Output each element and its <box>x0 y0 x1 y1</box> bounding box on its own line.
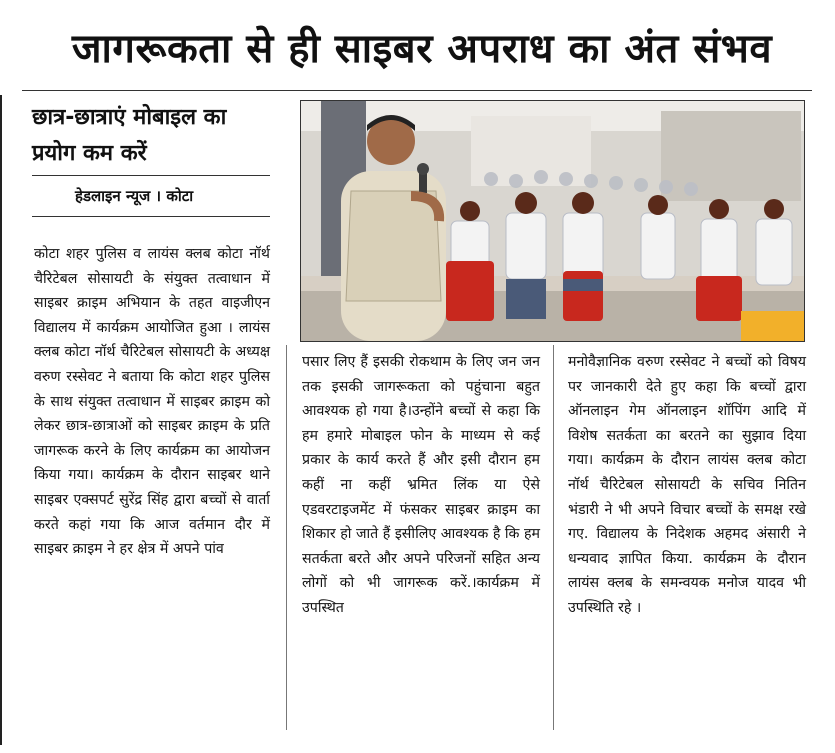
byline: हेडलाइन न्यूज । कोटा <box>75 187 194 205</box>
article-column-2 <box>302 350 540 621</box>
classroom-photo-illustration <box>301 101 804 341</box>
subheadline-line-2: प्रयोग कम करें <box>32 141 147 166</box>
byline-bottom-rule <box>32 216 270 217</box>
column-divider-1 <box>286 345 287 730</box>
subheadline-line-1: छात्र-छात्राएं मोबाइल का <box>32 105 227 130</box>
headline: जागरूकता से ही साइबर अपराध का अंत संभव <box>71 26 773 72</box>
article-column-1-text: कोटा शहर पुलिस व लायंस क्लब कोटा नॉर्थ चैरिटेबल सोसायटी के संयुक्त तत्वाधान में साइबर क्राइम अभियान के तहत वाइजीएन विद्यालय में कार्यक्रम आयोजित हुआ । लायंस क्लब कोटा नॉर्थ चैरिटेबल सोसायटी के अध्यक्ष वरुण रस्सेवट ने बताया कि कोटा शहर पुलिस के साथ संयुक्त तत्वाधान में साइबर क्राइम को लेकर छात्र-छात्राओं को साइबर क्राइम के प्रति जागरूक करने के लिए कार्यक्रम का आयोजन किया गया। कार्यक्रम के दौरान साइबर थाने साइबर एक्सपर्ट सुरेंद्र सिंह द्वारा बच्चों से वार्ता करते कहां गया कि आज वर्तमान दौर में साइबर क्राइम ने हर क्षेत्र में अपने पांव <box>34 246 270 558</box>
subheadline <box>32 100 272 172</box>
article-column-1 <box>34 242 270 562</box>
byline-top-rule <box>32 175 270 176</box>
column-divider-2 <box>553 345 554 730</box>
headline-rule <box>22 90 812 91</box>
article-column-3-text: मनोवैज्ञानिक वरुण रस्सेवट ने बच्चों को विषय पर जानकारी देते हुए कहा कि बच्चों द्वारा ऑनलाइन गेम ऑनलाइन शॉपिंग आदि में विशेष सतर्कता का बरतने का सुझाव दिया गया। कार्यक्रम के दौरान लायंस क्लब कोटा नॉर्थ चैरिटेबल सोसायटी के सचिव नितिन भंडारी ने भी अपने विचार बच्चों के समक्ष रखे गए. विद्यालय के निदेशक अहमद अंसारी ने धन्यवाद ज्ञापित किया. कार्यक्रम के दौरान लायंस क्लब के समन्वयक मनोज यादव भी उपस्थिति रहे । <box>568 354 806 616</box>
classroom-photo <box>300 100 805 342</box>
article-column-3 <box>568 350 806 621</box>
page-edge-rule <box>0 95 2 745</box>
article-column-2-text: पसार लिए हैं इसकी रोकथाम के लिए जन जन तक इसकी जागरूकता को पहुंचाना बहुत आवश्यक हो गया है।उन्होंने बच्चों से कहा कि हम हमारे मोबाइल फोन के माध्यम से कई प्रकार के कार्य करते हैं और इसी दौरान हम कहीं ना कहीं भ्रमित लिंक या ऐसे एडवरटाइजमेंट में फंसकर साइबर क्राइम का शिकार हो जाते हैं इसीलिए आवश्यक है कि हम सतर्कता बरते और अपने परिजनों सहित अन्य लोगों को भी जागरूक करें.।कार्यक्रम में उपस्थित <box>302 354 540 616</box>
